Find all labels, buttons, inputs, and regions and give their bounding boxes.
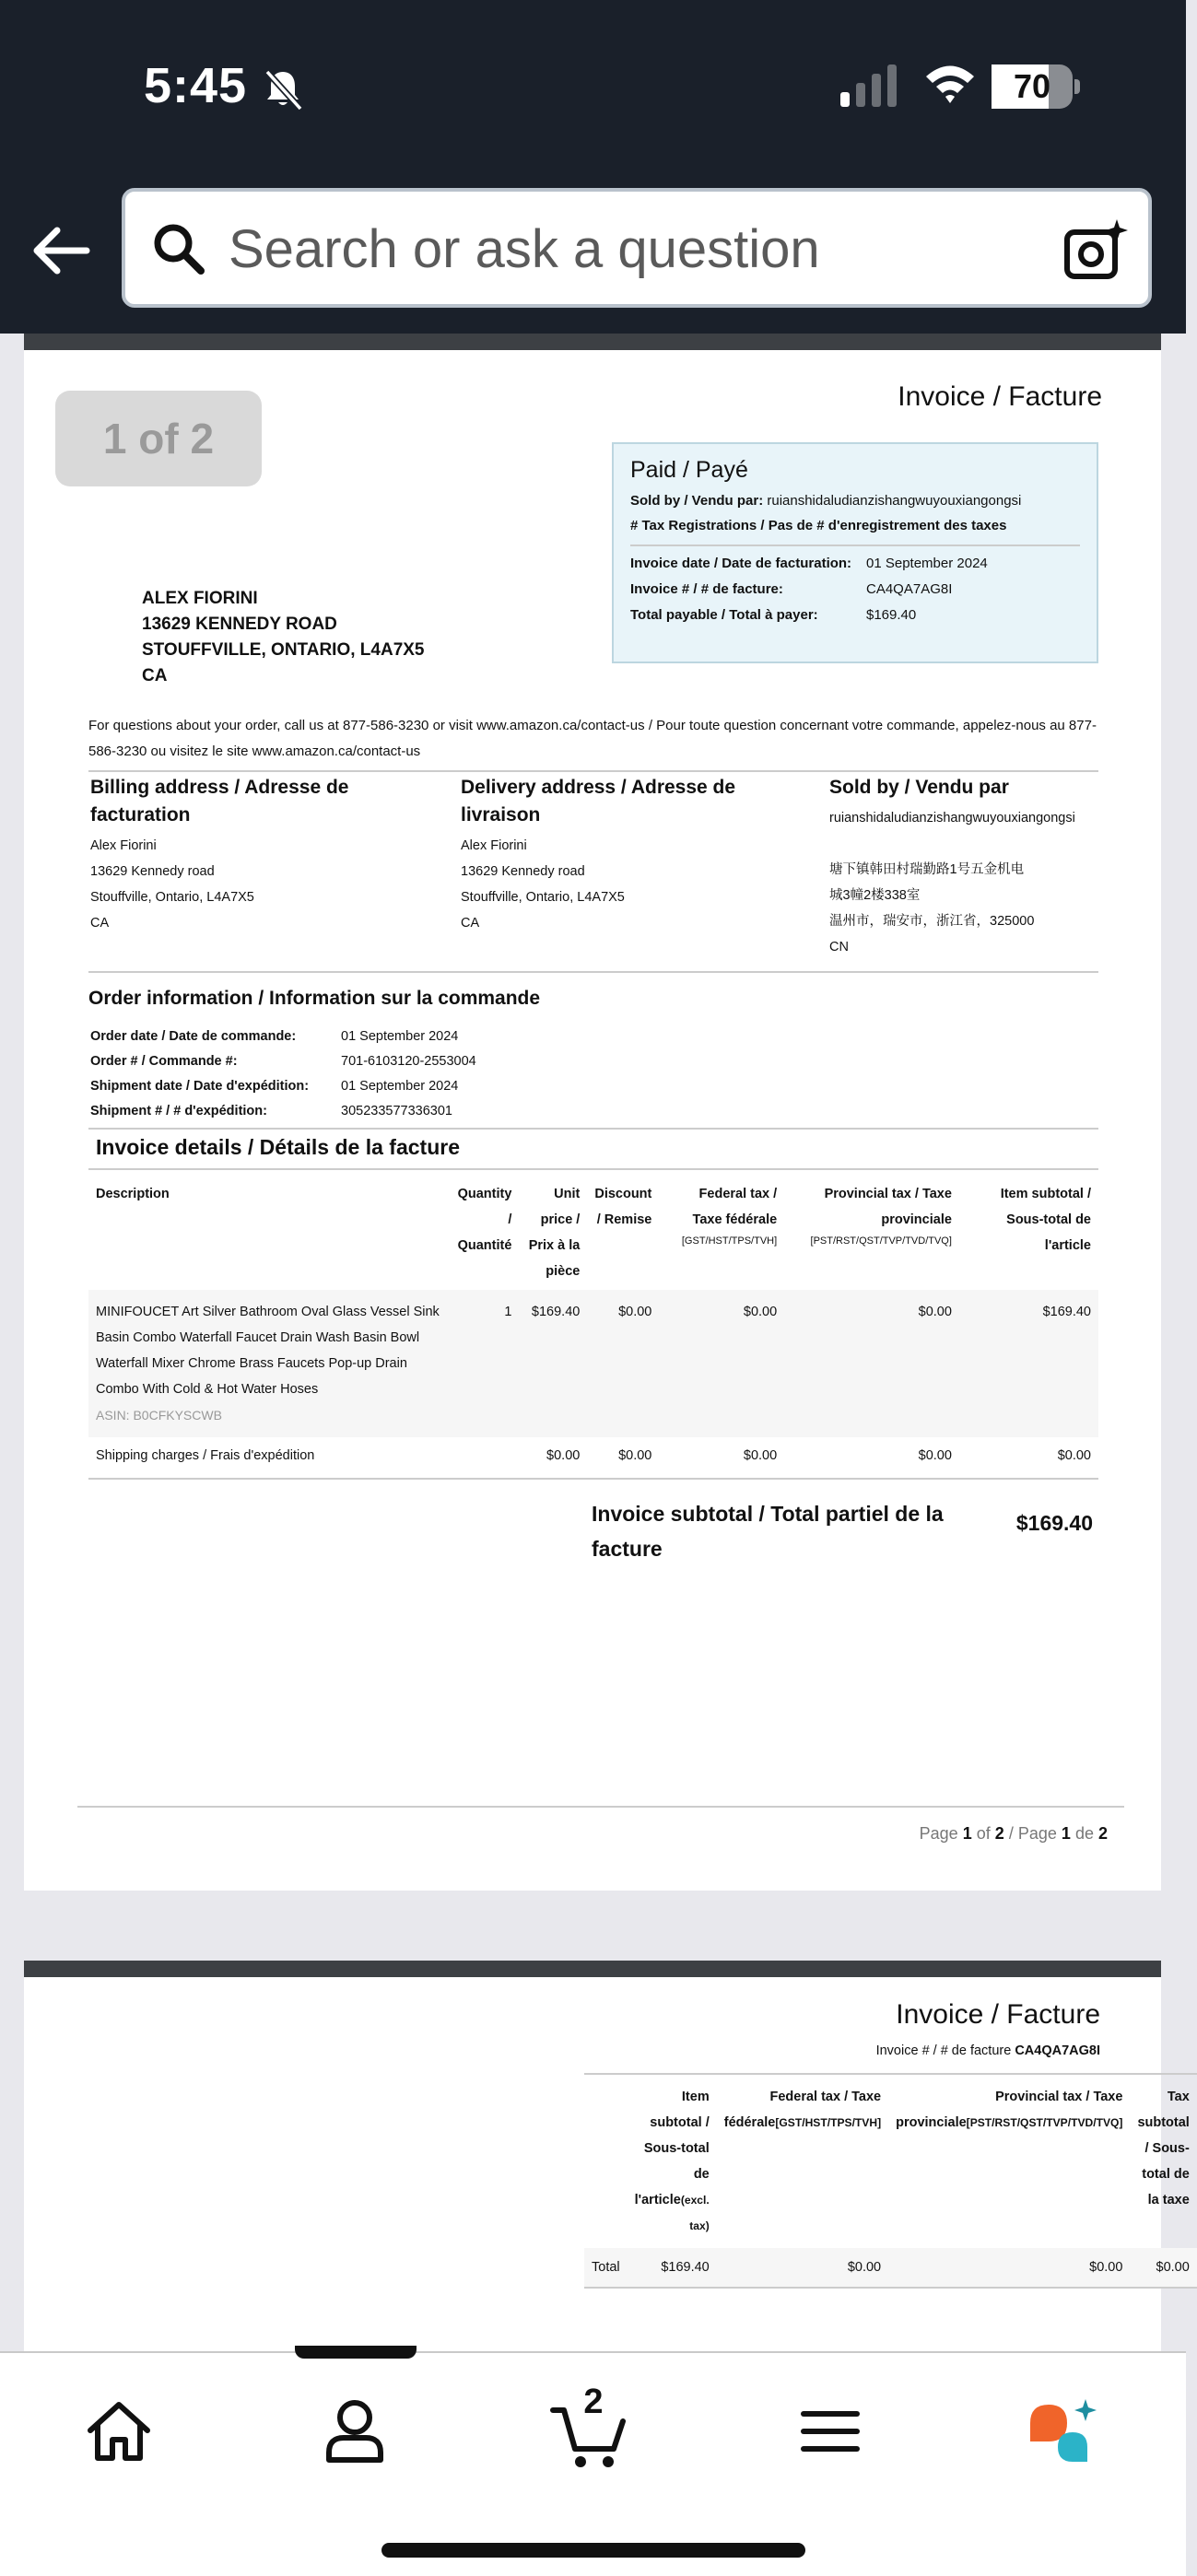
- invoice-viewer[interactable]: [0, 334, 1190, 2351]
- col-tax-subtotal: Tax subtotal / Sous-total de la taxe: [1137, 2090, 1190, 2207]
- col-quantity: Quantity / Quantité: [457, 1187, 512, 1253]
- order-info: Order date / Date de commande: 01 September 2024 Order # / Commande #: 701-6103120-2553004 Shipment date / Date d'expédition: 01 September 2024 Shipment # / # d'expédition: 305233577336301: [90, 1029, 476, 1118]
- paid-summary-box: [612, 442, 1098, 663]
- page-footer: Page 1 of 2 / Page 1 de 2: [919, 1824, 1108, 1843]
- home-indicator: [381, 2543, 805, 2558]
- tax-summary-table: [584, 2073, 1197, 2289]
- item-description: MINIFOUCET Art Silver Bathroom Oval Glass Vessel Sink Basin Combo Waterfall Faucet Drain Wash Basin Bowl Waterfall Mixer Chrome Brass Faucets Pop-up Drain Combo With Cold & Hot Water Hoses: [96, 1305, 440, 1397]
- invoice-number-row: Invoice # / # de facture: CA4QA7AG8I: [630, 581, 953, 597]
- tax-registrations: # Tax Registrations / Pas de # d'enregistrement des taxes: [630, 518, 1007, 533]
- invoice-title: Invoice / Facture: [896, 1999, 1100, 2030]
- search-icon: [151, 221, 206, 276]
- paid-status: Paid / Payé: [630, 457, 748, 483]
- col-unit-price: Unit price / Prix à la pièce: [528, 1187, 581, 1279]
- contact-notice: For questions about your order, call us at 877-586-3230 or visit www.amazon.ca/contact-us / Pour toute question concernant votre commande, appelez-nous au 877-586-3230 ou visitez le site www.amazon.ca/contact-us: [88, 718, 1097, 759]
- app-header: [0, 0, 1186, 334]
- col-provincial-tax: Provincial tax / Taxe provinciale[PST/RST/QST/TVP/TVD/TVQ]: [896, 2090, 1123, 2130]
- status-time: 5:45: [144, 58, 248, 113]
- invoice-subtotal-label: Invoice subtotal / Total partiel de la facture: [592, 1502, 944, 1561]
- col-federal-tax: Federal tax / Taxe fédérale[GST/HST/TPS/TVH]: [723, 2090, 882, 2130]
- seller-address: Sold by / Vendu par ruianshidaludianzishangwuyouxiangongsi 塘下镇韩田村瑞勤路1号五金机电 城3幢2楼338室 温州市，瑞安市，浙江省，325000 CN: [829, 777, 1075, 954]
- invoice-date-row: Invoice date / Date de facturation: 01 September 2024: [630, 556, 988, 571]
- rufus-icon[interactable]: [1023, 2390, 1106, 2473]
- page-counter-badge: 1 of 2: [55, 391, 262, 486]
- col-item-subtotal: Item subtotal / Sous-total de l'article(excl. tax): [634, 2090, 710, 2232]
- search-bar[interactable]: [122, 188, 1152, 308]
- bottom-tab-bar: [0, 2351, 1186, 2576]
- invoice-details-table: [88, 1170, 1098, 1480]
- back-arrow-icon[interactable]: [31, 225, 90, 276]
- cart-count-badge: 2: [583, 2383, 604, 2421]
- search-input[interactable]: [229, 210, 1021, 287]
- battery-icon: [992, 64, 1080, 109]
- camera-lens-icon[interactable]: [1063, 219, 1130, 282]
- sheet-grip: [295, 2346, 417, 2359]
- table-row: Total $169.40 $0.00 $0.00 $0.00: [584, 2248, 1197, 2288]
- invoice-details-heading: Invoice details / Détails de la facture: [96, 1135, 460, 1159]
- col-description: Description: [96, 1187, 170, 1201]
- invoice-subtotal-value: $169.40: [1015, 1511, 1093, 1535]
- item-asin: ASIN: B0CFKYSCWB: [96, 1408, 222, 1423]
- invoice-page-1: [24, 334, 1161, 1891]
- table-row: MINIFOUCET Art Silver Bathroom Oval Glass Vessel Sink Basin Combo Waterfall Faucet Drain Wash Basin Bowl Waterfall Mixer Chrome Brass Faucets Pop-up Drain Combo With Cold & Hot Water Hoses ASIN: B0CFKYSCWB 1 $169.40 $0.00 $0.00 $0.00 $169.40: [88, 1290, 1098, 1437]
- invoice-number: Invoice # / # de facture CA4QA7AG8I: [875, 2043, 1100, 2058]
- person-icon[interactable]: [313, 2390, 396, 2473]
- cell-signal-icon: [840, 64, 899, 107]
- battery-level: 70: [1013, 67, 1051, 105]
- col-item-subtotal: Item subtotal / Sous-total de l'article: [1000, 1187, 1091, 1253]
- col-provincial-tax: Provincial tax / Taxe provinciale [PST/RST/QST/TVP/TVD/TVQ]: [810, 1187, 952, 1247]
- cart-tab[interactable]: [549, 2383, 632, 2473]
- order-info-heading: Order information / Information sur la commande: [88, 988, 541, 1009]
- table-row: Shipping charges / Frais d'expédition $0.00 $0.00 $0.00 $0.00 $0.00: [88, 1437, 1098, 1479]
- billing-address: Billing address / Adresse de facturation Alex Fiorini 13629 Kennedy road Stouffville, Ontario, L4A7X5 CA: [90, 777, 349, 931]
- col-federal-tax: Federal tax / Taxe fédérale [GST/HST/TPS/TVH]: [681, 1187, 778, 1247]
- col-discount: Discount / Remise: [594, 1187, 652, 1227]
- invoice-title: Invoice / Facture: [898, 381, 1102, 412]
- hamburger-icon[interactable]: [789, 2390, 872, 2473]
- silent-bell-icon: [260, 66, 306, 112]
- customer-address: ALEX FIORINI 13629 KENNEDY ROAD STOUFFVILLE, ONTARIO, L4A7X5 CA: [142, 589, 425, 685]
- wifi-icon: [923, 61, 977, 105]
- total-payable-row: Total payable / Total à payer: $169.40: [630, 607, 917, 623]
- delivery-address: Delivery address / Adresse de livraison Alex Fiorini 13629 Kennedy road Stouffville, Ontario, L4A7X5 CA: [461, 777, 736, 931]
- paid-sold-by: Sold by / Vendu par: ruianshidaludianzishangwuyouxiangongsi: [630, 493, 1022, 509]
- home-icon[interactable]: [77, 2390, 160, 2473]
